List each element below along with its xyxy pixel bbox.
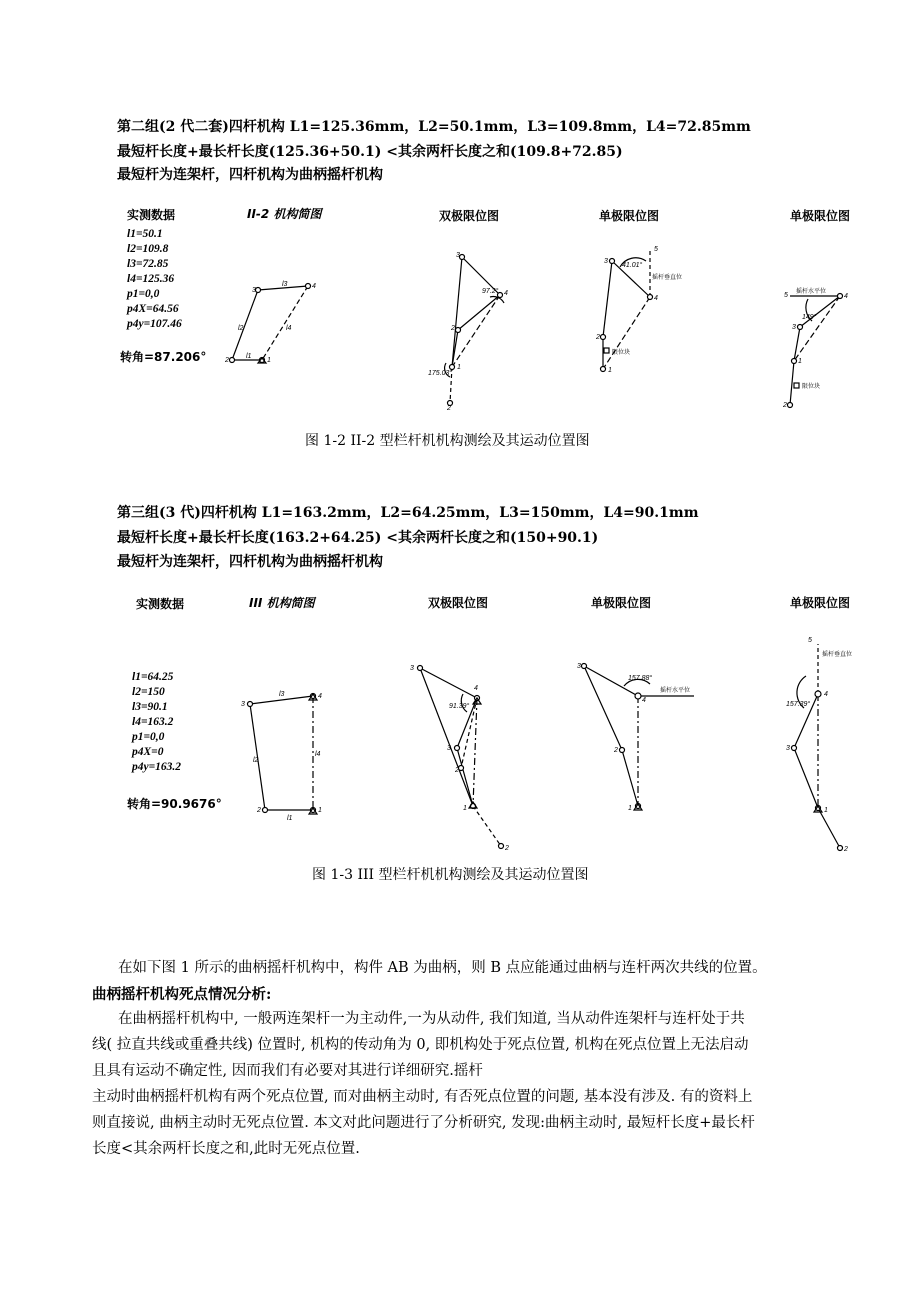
svg-text:1: 1 bbox=[457, 364, 461, 371]
svg-text:4: 4 bbox=[844, 293, 848, 300]
svg-text:3: 3 bbox=[604, 258, 608, 265]
g2-sketch-diagram bbox=[220, 270, 330, 370]
svg-text:3: 3 bbox=[792, 324, 796, 331]
svg-text:3: 3 bbox=[577, 663, 581, 670]
body-p2-line3: 且具有运动不确定性, 因而我们有必要对其进行详细研究.摇杆 bbox=[92, 1063, 483, 1079]
g3-single-limit1-diagram bbox=[570, 658, 710, 818]
g2-data-list bbox=[127, 227, 182, 332]
g3-col-single1: 单极限位图 bbox=[591, 596, 652, 610]
g3-data-l4: l4=163.2 bbox=[132, 716, 174, 728]
svg-text:4: 4 bbox=[654, 295, 658, 302]
svg-text:3: 3 bbox=[456, 252, 460, 259]
svg-text:1: 1 bbox=[824, 807, 828, 814]
g2-data-l2: l2=109.8 bbox=[127, 243, 169, 255]
svg-text:5: 5 bbox=[784, 292, 788, 299]
g2-single1-angle: 41.01° bbox=[622, 262, 643, 269]
svg-text:2: 2 bbox=[614, 747, 618, 754]
g2-data-l3: l3=72.85 bbox=[127, 258, 169, 270]
body-p2-line1: 在曲柄摇杆机构中, 一般两连架杆一为主动件,一为从动件, 我们知道, 当从动件连架杆与连杆处于共 bbox=[118, 1011, 745, 1027]
svg-text:l1: l1 bbox=[287, 815, 293, 822]
g3-col-single2: 单极限位图 bbox=[790, 596, 851, 610]
g3-data-p4x: p4X=0 bbox=[132, 746, 164, 758]
g2-vertical-label: 摇杆垂直位 bbox=[652, 275, 683, 281]
svg-text:4: 4 bbox=[312, 283, 316, 290]
g3-col-double: 双极限位图 bbox=[428, 596, 489, 610]
svg-text:1: 1 bbox=[267, 357, 271, 364]
group2-line2: 最短杆长度+最长杆长度(125.36+50.1) <其余两杆长度之和(109.8+72.85) bbox=[117, 144, 623, 160]
svg-text:l4: l4 bbox=[315, 751, 321, 758]
svg-text:2: 2 bbox=[447, 405, 451, 412]
svg-text:l1: l1 bbox=[246, 353, 252, 360]
g3-data-l2: l2=150 bbox=[132, 686, 165, 698]
group3-line2: 最短杆长度+最长杆长度(163.2+64.25) <其余两杆长度之和(150+90.1) bbox=[117, 530, 599, 546]
g2-data-l4: l4=125.36 bbox=[127, 273, 175, 285]
g3-horizontal-label: 摇杆水平位 bbox=[660, 688, 691, 694]
g2-horizontal-label: 摇杆水平位 bbox=[796, 289, 827, 295]
g2-block2-label: 限位块 bbox=[802, 384, 821, 390]
g2-single-limit2-diagram bbox=[780, 275, 870, 415]
g2-col-double: 双极限位图 bbox=[439, 209, 500, 223]
g2-block-label: 限位块 bbox=[612, 350, 631, 356]
g3-col-sketch: III 机构简图 bbox=[249, 596, 315, 610]
svg-text:5: 5 bbox=[654, 246, 658, 253]
g3-vertical-label: 摇杆垂直位 bbox=[822, 652, 853, 658]
g2-angle: 转角=87.206° bbox=[120, 350, 207, 364]
svg-text:2: 2 bbox=[783, 402, 787, 409]
g3-angle: 转角=90.9676° bbox=[127, 797, 222, 811]
svg-text:4: 4 bbox=[642, 697, 646, 704]
svg-text:1: 1 bbox=[608, 367, 612, 374]
g3-double-limit-diagram bbox=[405, 660, 515, 855]
g3-data-p1: p1=0,0 bbox=[132, 731, 165, 743]
g3-single-limit2-diagram bbox=[780, 636, 890, 856]
g2-col-single2: 单极限位图 bbox=[790, 209, 851, 223]
group2-line1: 第二组(2 代二套)四杆机构 L1=125.36mm，L2=50.1mm，L3=109.8mm，L4=72.85mm bbox=[117, 119, 751, 135]
body-p2-line6: 长度<其余两杆长度之和,此时无死点位置. bbox=[92, 1141, 360, 1157]
svg-text:2: 2 bbox=[455, 767, 459, 774]
g3-sketch-diagram bbox=[235, 690, 335, 820]
svg-text:4: 4 bbox=[504, 290, 508, 297]
g2-double-limit-diagram bbox=[420, 245, 520, 410]
g3-data-l1: l1=64.25 bbox=[132, 671, 174, 683]
g3-data-p4y: p4y=163.2 bbox=[132, 761, 182, 773]
g2-col-sketch: II-2 机构简图 bbox=[247, 207, 322, 221]
g3-single1-angle: 157.88° bbox=[628, 675, 653, 682]
svg-text:2: 2 bbox=[225, 357, 229, 364]
group3-line3: 最短杆为连架杆，四杆机构为曲柄摇杆机构 bbox=[117, 554, 383, 570]
g3-single2-angle: 157.39° bbox=[786, 701, 811, 708]
svg-text:1: 1 bbox=[318, 807, 322, 814]
g3-col-measured: 实测数据 bbox=[136, 597, 185, 611]
svg-text:2: 2 bbox=[257, 807, 261, 814]
svg-text:1: 1 bbox=[463, 805, 467, 812]
group3-line1: 第三组(3 代)四杆机构 L1=163.2mm，L2=64.25mm，L3=150mm，L4=90.1mm bbox=[117, 505, 699, 521]
svg-text:1: 1 bbox=[798, 358, 802, 365]
svg-text:4: 4 bbox=[824, 691, 828, 698]
g2-single2-angle: 149° bbox=[802, 314, 817, 321]
figure-1-3-caption: 图 1-3 III 型栏杆机机构测绘及其运动位置图 bbox=[312, 867, 589, 883]
svg-text:2: 2 bbox=[451, 325, 455, 332]
svg-text:2: 2 bbox=[596, 334, 600, 341]
svg-text:1: 1 bbox=[628, 805, 632, 812]
section-heading: 曲柄摇杆机构死点情况分析: bbox=[92, 986, 272, 1003]
svg-text:5: 5 bbox=[808, 637, 812, 644]
svg-text:4: 4 bbox=[318, 693, 322, 700]
svg-text:l4: l4 bbox=[286, 325, 292, 332]
g2-data-l1: l1=50.1 bbox=[127, 228, 163, 240]
figure-1-2-caption: 图 1-2 II-2 型栏杆机机构测绘及其运动位置图 bbox=[305, 433, 590, 449]
svg-text:3: 3 bbox=[252, 287, 256, 294]
body-paragraph-1: 在如下图 1 所示的曲柄摇杆机构中，构件 AB 为曲柄，则 B 点应能通过曲柄与连杆两次共线的位置。 bbox=[118, 960, 767, 976]
body-p2-line5: 则直接说, 曲柄主动时无死点位置. 本文对此问题进行了分析研究, 发现:曲柄主动时, 最短杆长度+最长杆 bbox=[92, 1115, 755, 1131]
g2-data-p4y: p4y=107.46 bbox=[127, 318, 182, 330]
g3-data-list bbox=[132, 670, 181, 775]
svg-text:2: 2 bbox=[505, 845, 509, 852]
svg-text:3: 3 bbox=[241, 701, 245, 708]
svg-text:l2: l2 bbox=[253, 757, 259, 764]
svg-text:3: 3 bbox=[410, 665, 414, 672]
g2-col-single1: 单极限位图 bbox=[599, 209, 660, 223]
svg-text:4: 4 bbox=[474, 685, 478, 692]
group2-line3: 最短杆为连架杆，四杆机构为曲柄摇杆机构 bbox=[117, 167, 383, 183]
body-p2-line4: 主动时曲柄摇杆机构有两个死点位置, 而对曲柄主动时, 有否死点位置的问题, 基本没有涉及. 有的资料上 bbox=[92, 1089, 753, 1105]
g2-single-limit1-diagram bbox=[590, 245, 700, 380]
body-p2-line2: 线( 拉直共线或重叠共线) 位置时, 机构的传动角为 0, 即机构处于死点位置, 机构在死点位置上无法启动 bbox=[92, 1037, 749, 1053]
svg-text:3: 3 bbox=[786, 745, 790, 752]
g2-double-angle2: 175.03° bbox=[428, 370, 453, 377]
g2-col-measured: 实测数据 bbox=[127, 208, 176, 222]
svg-text:3: 3 bbox=[447, 745, 451, 752]
g2-data-p4x: p4X=64.56 bbox=[127, 303, 179, 315]
svg-text:l3: l3 bbox=[279, 691, 285, 698]
svg-text:l2: l2 bbox=[238, 325, 244, 332]
g2-data-p1: p1=0,0 bbox=[127, 288, 160, 300]
svg-text:l3: l3 bbox=[282, 281, 288, 288]
g3-data-l3: l3=90.1 bbox=[132, 701, 168, 713]
g2-double-angle: 97.2° bbox=[482, 288, 499, 295]
svg-text:2: 2 bbox=[844, 846, 848, 853]
g3-double-angle: 91.39° bbox=[449, 703, 470, 710]
